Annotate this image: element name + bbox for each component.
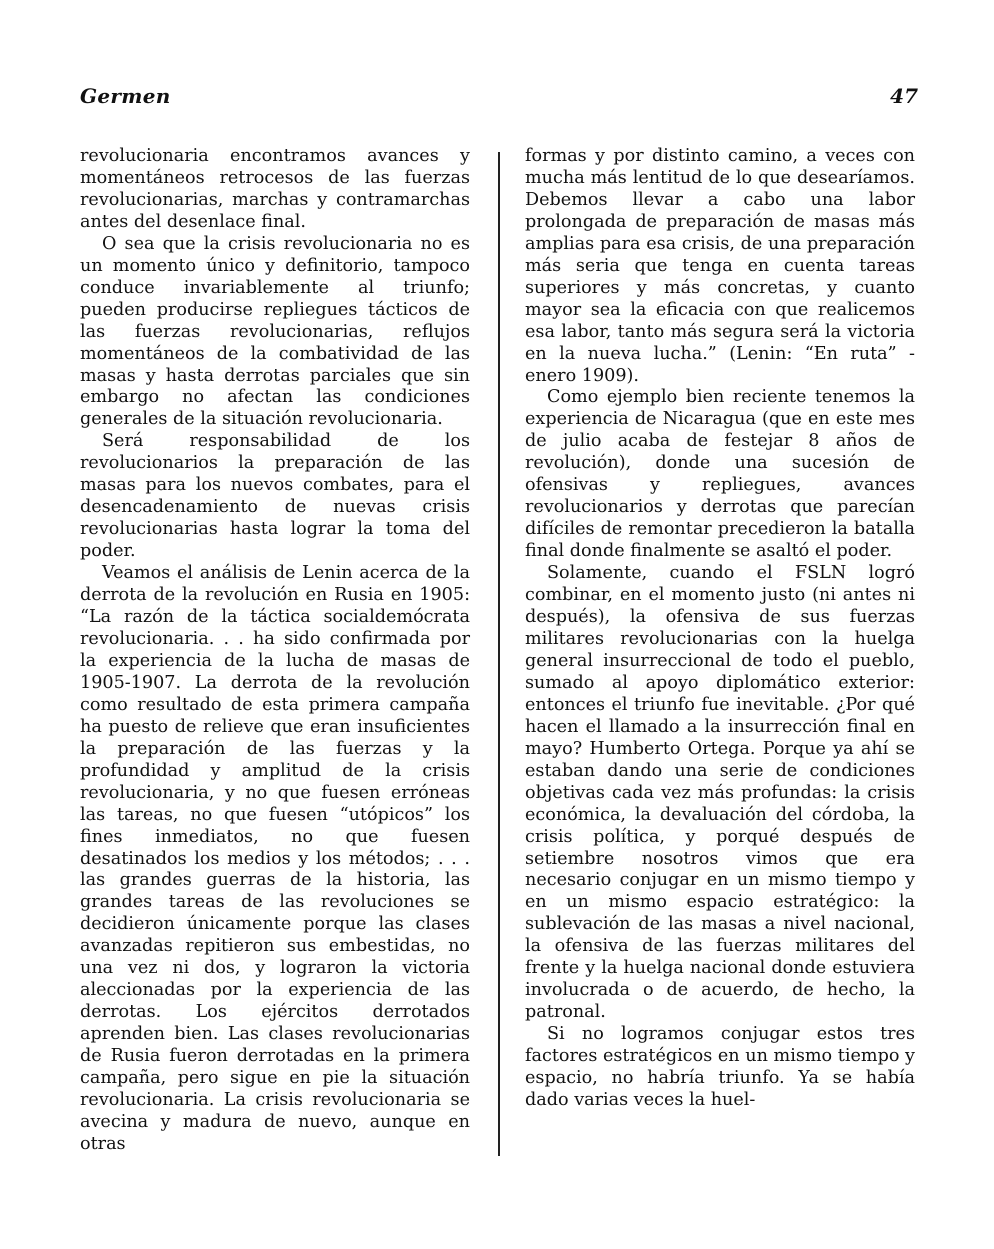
right-column [525,146,915,1112]
paragraph: Si no logramos conjugar estos tres factores estratégicos en un mismo tiempo y espacio, no habría triunfo. Ya se había dado varias veces la huel- [525,1024,915,1110]
page-number: 47 [890,84,918,108]
running-title: Germen [80,84,171,108]
paragraph: Será responsabilidad de los revolucionarios la preparación de las masas para los nuevos combates, para el desencadenamiento de nuevas crisis revolucionarias hasta lograr la toma del poder. [80,431,470,562]
column-divider [498,152,500,1156]
left-column [80,146,470,1156]
paragraph: Veamos el análisis de Lenin acerca de la derrota de la revolución en Rusia en 1905: “La razón de la táctica socialdemócrata revolucionaria. . . ha sido confirmada por la experiencia de la lucha de masas de 1905-1907. La derrota de la revolución como resultado de esta primera campaña ha puesto de relieve que eran insuficientes la preparación de las fuerzas y la profundidad y amplitud de la crisis revolucionaria, y no que fuesen erróneas las tareas, no que fuesen “utópicos” los fines inmediatos, no que fuesen desatinados los medios y los métodos; . . . las grandes guerras de la historia, las grandes tareas de las revoluciones se decidieron únicamente porque las clases avanzadas repitieron sus embestidas, no una vez ni dos, y lograron la victoria aleccionadas por la experiencia de las derrotas. Los ejércitos derrotados aprenden bien. Las clases revolucionarias de Rusia fueron derrotadas en la primera campaña, pero sigue en pie la situación revolucionaria. La crisis revolucionaria se avecina y madura de nuevo, aunque en otras [80,563,470,1154]
paragraph: revolucionaria encontramos avances y momentáneos retrocesos de las fuerzas revolucionarias, marchas y contramarchas antes del desenlace final. [80,146,470,232]
paragraph: Solamente, cuando el FSLN logró combinar, en el momento justo (ni antes ni después), la ofensiva de sus fuerzas militares revolucionarias con la huelga general insurreccional de todo el pueblo, sumado al apoyo diplomático exterior: entonces el triunfo fue inevitable. ¿Por qué hacen el llamado a la insurrección final en mayo? Humberto Ortega. Porque ya ahí se estaban dando una serie de condiciones objetivas cada vez más profundas: la crisis económica, la devaluación del córdoba, la crisis política, y porqué después de setiembre nosotros vimos que era necesario conjugar en un mismo tiempo y en un mismo espacio estratégico: la sublevación de las masas a nivel nacional, la ofensiva de las fuerzas militares del frente y la huelga nacional donde estuviera involucrada o de acuerdo, de hecho, la patronal. [525,563,915,1023]
paragraph: formas y por distinto camino, a veces con mucha más lentitud de lo que desearíamos. Debemos llevar a cabo una labor prolongada de preparación de masas más amplias para esa crisis, de una preparación más seria que tenga en cuenta tareas superiores y más concretas, y cuanto mayor sea la eficacia con que realicemos esa labor, tanto más segura será la victoria en la nueva lucha.” (Lenin: “En ruta” - enero 1909). [525,146,915,386]
paragraph: O sea que la crisis revolucionaria no es un momento único y definitorio, tampoco conduce invariablemente al triunfo; pueden producirse repliegues tácticos de las fuerzas revolucionarias, reflujos momentáneos de la combatividad de las masas y hasta derrotas parciales que sin embargo no afectan las condiciones generales de la situación revolucionaria. [80,233,470,430]
paragraph: Como ejemplo bien reciente tenemos la experiencia de Nicaragua (que en este mes de julio acaba de festejar 8 años de revolución), donde una sucesión de ofensivas y repliegues, avances revolucionarios y derrotas que parecían difíciles de remontar precedieron la batalla final donde finalmente se asaltó el poder. [525,387,915,562]
running-header [80,84,918,118]
